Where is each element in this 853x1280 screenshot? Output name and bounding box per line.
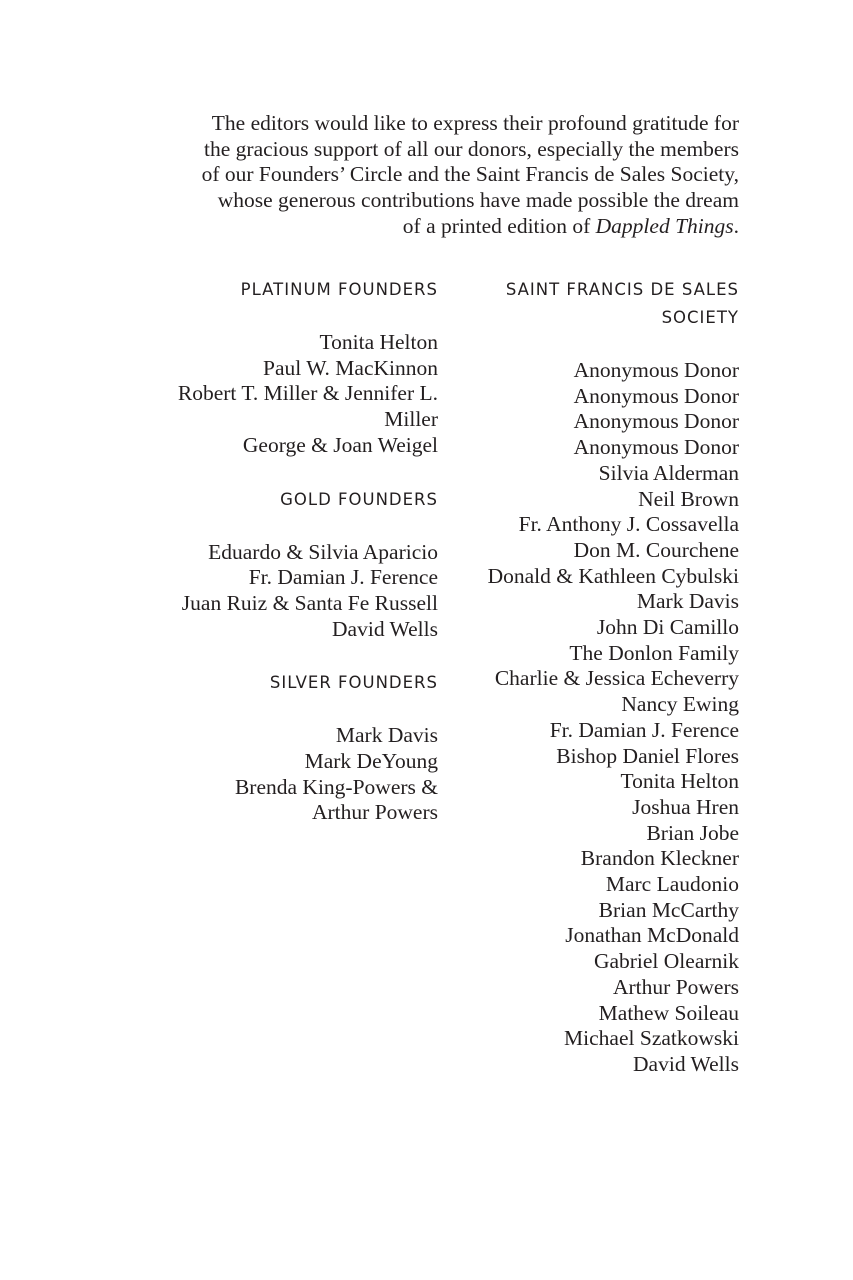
donor-name: Tonita Helton — [319, 330, 438, 354]
donor-name: Juan Ruiz & Santa Fe Russell — [181, 590, 438, 615]
intro-last-line — [140, 214, 739, 240]
donor-name: Fr. Damian J. Ference — [248, 565, 438, 590]
donor-name: Mark DeYoung — [304, 749, 438, 774]
donor-name: Michael Szatkowski — [564, 1026, 739, 1051]
saint-francis-society-section — [455, 276, 739, 1078]
donor-name: Bishop Daniel Flores — [556, 743, 739, 768]
donor-name: Paul W. MacKinnon — [263, 355, 438, 380]
donor-name: Silvia Alderman — [598, 460, 739, 485]
intro-last-line-prefix: of a printed edition of — [402, 213, 596, 238]
donor-name: John Di Camillo — [596, 615, 739, 640]
donor-name: Charlie & Jessica Echeverry — [494, 666, 739, 691]
donor-name: Mark Davis — [335, 723, 438, 748]
donor-name: Fr. Anthony J. Cossavella — [518, 512, 739, 537]
society-heading-line: SAINT FRANCIS DE SALES — [505, 280, 739, 299]
gold-founders-heading: GOLD FOUNDERS — [280, 489, 438, 509]
donor-name: Neil Brown — [638, 486, 739, 511]
acknowledgement-paragraph — [140, 111, 739, 240]
donor-name: Anonymous Donor — [573, 358, 739, 382]
donor-name: David Wells — [633, 1051, 739, 1076]
intro-line: whose generous contributions have made possible the dream — [217, 188, 739, 213]
saint-francis-society-list — [455, 358, 739, 1078]
donor-name: Anonymous Donor — [573, 409, 739, 434]
society-column — [455, 276, 739, 1105]
society-heading-line: SOCIETY — [661, 308, 739, 327]
donor-name: Brandon Kleckner — [580, 846, 739, 871]
donor-name: Joshua Hren — [632, 794, 739, 819]
donor-name: The Donlon Family — [569, 640, 739, 665]
donor-name: Fr. Damian J. Ference — [549, 717, 739, 742]
silver-founders-list — [140, 723, 438, 826]
donor-name: David Wells — [332, 616, 438, 641]
intro-line: The editors would like to express their profound gratitude for — [211, 111, 739, 135]
publication-title: Dappled Things — [595, 213, 734, 238]
founders-column — [140, 276, 438, 853]
donor-name: Anonymous Donor — [573, 383, 739, 408]
donor-name: Arthur Powers — [613, 974, 739, 999]
donor-name: Mark Davis — [636, 589, 739, 614]
donor-name: Gabriel Olearnik — [593, 949, 739, 974]
donor-name: Robert T. Miller & Jennifer L. — [177, 381, 438, 406]
donor-name: Brenda King-Powers & — [234, 774, 438, 799]
donor-name: Eduardo & Silvia Aparicio — [208, 539, 438, 564]
donor-name: Brian McCarthy — [598, 897, 739, 922]
donor-name: Jonathan McDonald — [565, 923, 739, 948]
donor-name: Brian Jobe — [646, 820, 739, 845]
intro-last-line-suffix: . — [733, 213, 739, 238]
donor-name: Anonymous Donor — [573, 435, 739, 460]
intro-line: the gracious support of all our donors, especially the members — [204, 136, 739, 161]
donor-name: Arthur Powers — [312, 800, 438, 825]
donor-name: Miller — [384, 407, 438, 432]
platinum-founders-heading: PLATINUM FOUNDERS — [240, 280, 438, 299]
donor-name: Nancy Ewing — [621, 692, 739, 717]
intro-line: of our Founders’ Circle and the Saint Francis de Sales Society, — [201, 162, 739, 187]
platinum-founders-list — [140, 330, 438, 459]
gold-founders-list — [140, 540, 438, 643]
silver-founders-section — [140, 669, 438, 826]
donor-name: Marc Laudonio — [605, 872, 739, 897]
donor-name: George & Joan Weigel — [242, 432, 438, 457]
silver-founders-heading: SILVER FOUNDERS — [269, 673, 438, 693]
gold-founders-section — [140, 486, 438, 643]
donor-name: Mathew Soileau — [598, 1000, 739, 1025]
donor-name: Don M. Courchene — [573, 537, 739, 562]
donor-name: Donald & Kathleen Cybulski — [487, 563, 739, 588]
platinum-founders-section — [140, 276, 438, 459]
saint-francis-society-heading — [455, 276, 739, 332]
donor-name: Tonita Helton — [620, 769, 739, 794]
